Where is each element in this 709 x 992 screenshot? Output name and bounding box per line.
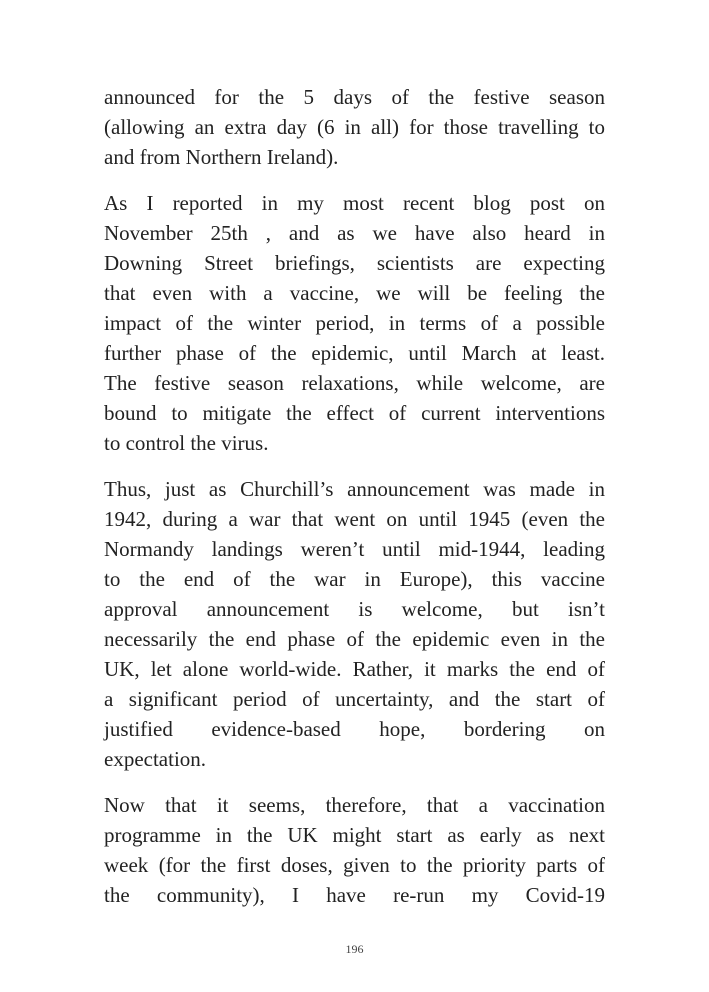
text-line: programme in the UK might start as early as next xyxy=(104,823,605,847)
text-line: bound to mitigate the effect of current interventions xyxy=(104,401,605,425)
text-line: to the end of the war in Europe), this vaccine xyxy=(104,567,605,591)
text-line: As I reported in my most recent blog post on xyxy=(104,191,605,215)
text-line: impact of the winter period, in terms of a possible xyxy=(104,311,605,335)
text-line: expectation. xyxy=(104,747,207,771)
text-line: justified evidence-based hope, bordering on xyxy=(104,717,605,741)
text-line: Now that it seems, therefore, that a vaccination xyxy=(104,793,605,817)
text-line: Normandy landings weren’t until mid-1944, leading xyxy=(104,537,605,561)
paragraph-4 xyxy=(104,790,605,910)
text-line: a significant period of uncertainty, and the start of xyxy=(104,687,605,711)
text-line: to control the virus. xyxy=(104,431,269,455)
text-line: that even with a vaccine, we will be feeling the xyxy=(104,281,605,305)
paragraph-2 xyxy=(104,188,605,458)
text-line: further phase of the epidemic, until March at least. xyxy=(104,341,605,365)
paragraph-3 xyxy=(104,474,605,774)
text-line: announced for the 5 days of the festive season xyxy=(104,85,605,109)
paragraph-1 xyxy=(104,82,605,172)
text-line: UK, let alone world-wide. Rather, it marks the end of xyxy=(104,657,605,681)
text-line: Thus, just as Churchill’s announcement was made in xyxy=(104,477,605,501)
text-line: necessarily the end phase of the epidemic even in the xyxy=(104,627,605,651)
text-line: approval announcement is welcome, but isn’t xyxy=(104,597,605,621)
text-line: (allowing an extra day (6 in all) for those travelling to xyxy=(104,115,605,139)
page-number: 196 xyxy=(345,942,364,956)
text-line: and from Northern Ireland). xyxy=(104,145,339,169)
body-text xyxy=(104,82,605,926)
text-line: 1942, during a war that went on until 1945 (even the xyxy=(104,507,605,531)
text-line: November 25th , and as we have also heard in xyxy=(104,221,605,245)
text-line: Downing Street briefings, scientists are expecting xyxy=(104,251,605,275)
text-line: The festive season relaxations, while welcome, are xyxy=(104,371,605,395)
text-line: the community), I have re-run my Covid-19 xyxy=(104,883,605,907)
text-line: week (for the first doses, given to the priority parts of xyxy=(104,853,605,877)
